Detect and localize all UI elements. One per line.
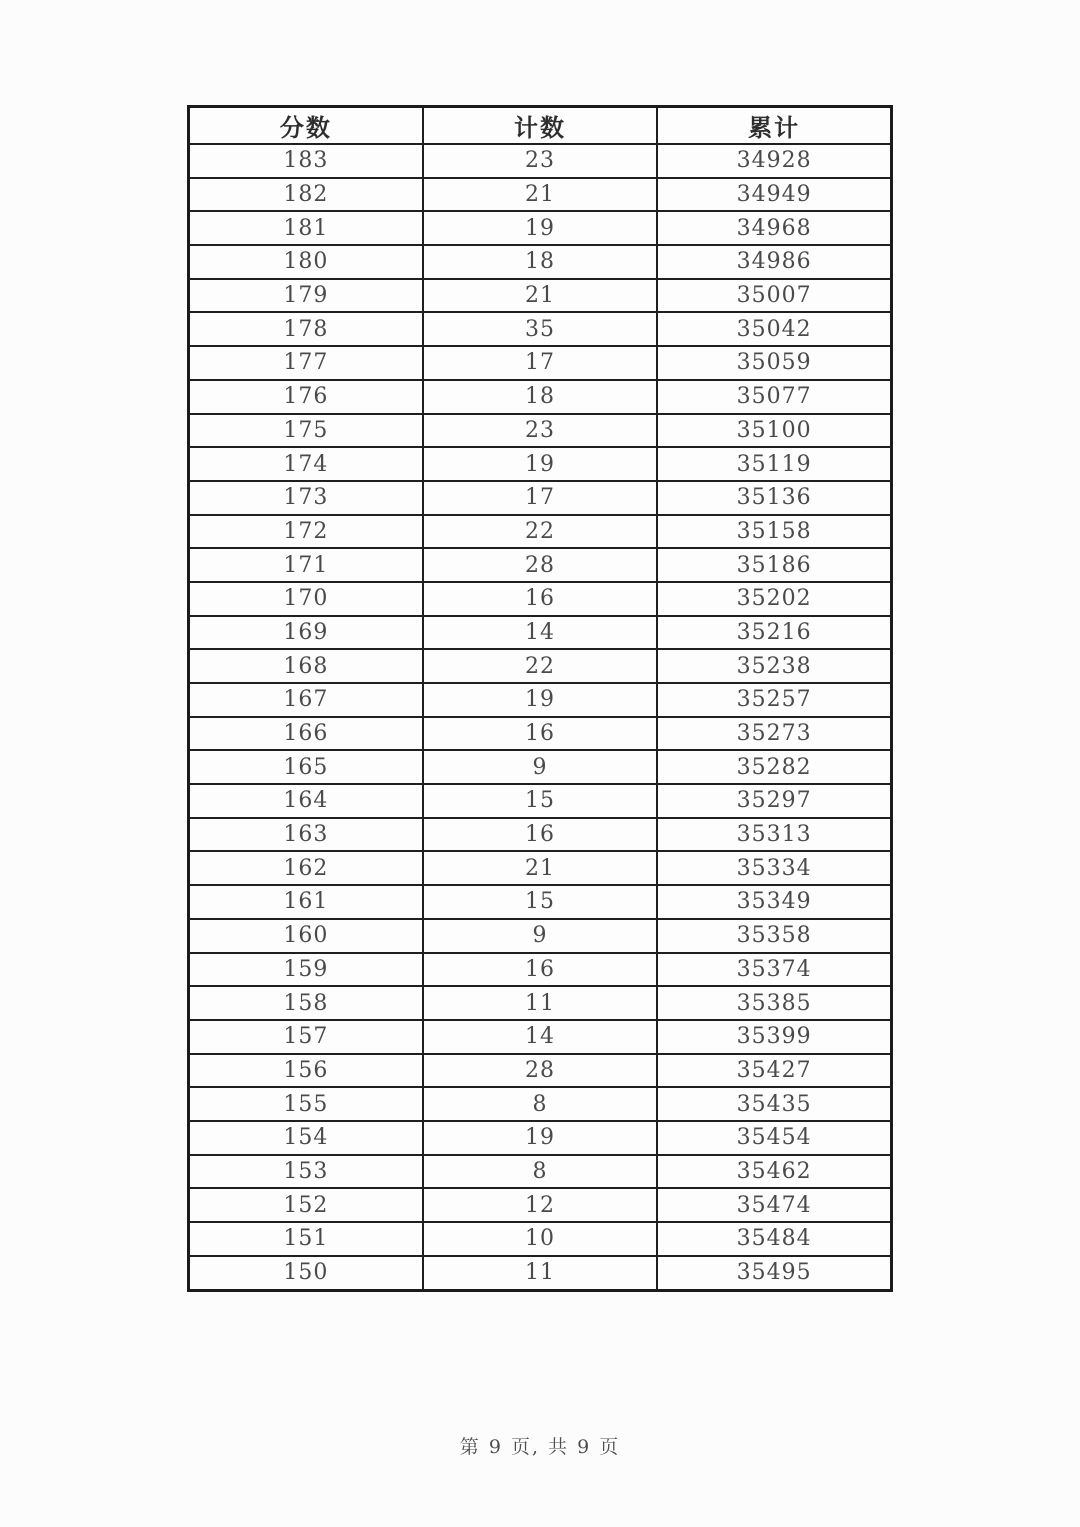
score-cell: 157: [189, 1020, 423, 1054]
count-cell: 16: [423, 582, 657, 616]
score-cell: 166: [189, 717, 423, 751]
cumulative-cell: 35385: [657, 986, 891, 1020]
count-cell: 10: [423, 1222, 657, 1256]
score-cell: 162: [189, 851, 423, 885]
score-cell: 152: [189, 1188, 423, 1222]
score-cell: 169: [189, 616, 423, 650]
cumulative-cell: 35202: [657, 582, 891, 616]
table-row: [189, 683, 892, 717]
table-row: [189, 986, 892, 1020]
cumulative-cell: 35399: [657, 1020, 891, 1054]
cumulative-cell: 35273: [657, 717, 891, 751]
count-cell: 14: [423, 616, 657, 650]
cumulative-cell: 34928: [657, 144, 891, 178]
cumulative-cell: 35462: [657, 1155, 891, 1189]
table-row: [189, 245, 892, 279]
count-cell: 19: [423, 1121, 657, 1155]
score-cell: 167: [189, 683, 423, 717]
count-cell: 17: [423, 346, 657, 380]
score-cell: 170: [189, 582, 423, 616]
count-cell: 9: [423, 919, 657, 953]
table-row: [189, 784, 892, 818]
count-cell: 21: [423, 851, 657, 885]
cumulative-cell: 34949: [657, 178, 891, 212]
table-row: [189, 953, 892, 987]
cumulative-cell: 35484: [657, 1222, 891, 1256]
table-row: [189, 1188, 892, 1222]
table-row: [189, 380, 892, 414]
count-cell: 15: [423, 784, 657, 818]
table-row: [189, 1222, 892, 1256]
count-cell: 8: [423, 1155, 657, 1189]
score-cell: 182: [189, 178, 423, 212]
count-cell: 16: [423, 717, 657, 751]
table-row: [189, 1054, 892, 1088]
score-cell: 163: [189, 818, 423, 852]
cumulative-cell: 35059: [657, 346, 891, 380]
table-row: [189, 312, 892, 346]
count-cell: 23: [423, 144, 657, 178]
score-cell: 165: [189, 750, 423, 784]
count-cell: 11: [423, 986, 657, 1020]
table-row: [189, 144, 892, 178]
count-cell: 15: [423, 885, 657, 919]
table-header-row: [189, 107, 892, 145]
table-row: [189, 279, 892, 313]
score-cell: 181: [189, 211, 423, 245]
score-cell: 176: [189, 380, 423, 414]
count-cell: 19: [423, 447, 657, 481]
table-row: [189, 717, 892, 751]
table-row: [189, 1121, 892, 1155]
score-table: [187, 105, 893, 1292]
count-cell: 22: [423, 649, 657, 683]
column-header-cumulative: 累计: [657, 107, 891, 145]
table-row: [189, 414, 892, 448]
cumulative-cell: 35077: [657, 380, 891, 414]
score-cell: 156: [189, 1054, 423, 1088]
score-cell: 158: [189, 986, 423, 1020]
cumulative-cell: 35435: [657, 1087, 891, 1121]
page-footer: 第 9 页, 共 9 页: [459, 1436, 621, 1458]
cumulative-cell: 35007: [657, 279, 891, 313]
table-row: [189, 818, 892, 852]
score-cell: 164: [189, 784, 423, 818]
score-cell: 173: [189, 481, 423, 515]
cumulative-cell: 35238: [657, 649, 891, 683]
table-row: [189, 851, 892, 885]
count-cell: 28: [423, 1054, 657, 1088]
score-cell: 171: [189, 548, 423, 582]
score-cell: 150: [189, 1256, 423, 1291]
count-cell: 35: [423, 312, 657, 346]
count-cell: 19: [423, 211, 657, 245]
score-cell: 183: [189, 144, 423, 178]
cumulative-cell: 35297: [657, 784, 891, 818]
table-row: [189, 1256, 892, 1291]
count-cell: 11: [423, 1256, 657, 1291]
score-cell: 155: [189, 1087, 423, 1121]
cumulative-cell: 34968: [657, 211, 891, 245]
count-cell: 16: [423, 818, 657, 852]
cumulative-cell: 35282: [657, 750, 891, 784]
table-row: [189, 481, 892, 515]
cumulative-cell: 35257: [657, 683, 891, 717]
table-row: [189, 582, 892, 616]
table-row: [189, 649, 892, 683]
count-cell: 9: [423, 750, 657, 784]
score-cell: 151: [189, 1222, 423, 1256]
score-cell: 168: [189, 649, 423, 683]
score-cell: 179: [189, 279, 423, 313]
cumulative-cell: 35119: [657, 447, 891, 481]
cumulative-cell: 35374: [657, 953, 891, 987]
cumulative-cell: 35186: [657, 548, 891, 582]
count-cell: 14: [423, 1020, 657, 1054]
table-row: [189, 919, 892, 953]
count-cell: 23: [423, 414, 657, 448]
table-row: [189, 178, 892, 212]
score-cell: 172: [189, 515, 423, 549]
score-cell: 177: [189, 346, 423, 380]
table-row: [189, 346, 892, 380]
count-cell: 21: [423, 279, 657, 313]
count-cell: 17: [423, 481, 657, 515]
score-cell: 175: [189, 414, 423, 448]
score-cell: 153: [189, 1155, 423, 1189]
cumulative-cell: 35474: [657, 1188, 891, 1222]
cumulative-cell: 35495: [657, 1256, 891, 1291]
table-row: [189, 885, 892, 919]
count-cell: 18: [423, 245, 657, 279]
cumulative-cell: 35334: [657, 851, 891, 885]
count-cell: 8: [423, 1087, 657, 1121]
count-cell: 28: [423, 548, 657, 582]
count-cell: 16: [423, 953, 657, 987]
cumulative-cell: 34986: [657, 245, 891, 279]
column-header-score: 分数: [189, 107, 423, 145]
score-cell: 160: [189, 919, 423, 953]
cumulative-cell: 35358: [657, 919, 891, 953]
table-row: [189, 515, 892, 549]
table-row: [189, 548, 892, 582]
score-cell: 154: [189, 1121, 423, 1155]
count-cell: 22: [423, 515, 657, 549]
cumulative-cell: 35349: [657, 885, 891, 919]
cumulative-cell: 35454: [657, 1121, 891, 1155]
score-cell: 178: [189, 312, 423, 346]
table-row: [189, 750, 892, 784]
score-cell: 174: [189, 447, 423, 481]
count-cell: 18: [423, 380, 657, 414]
count-cell: 21: [423, 178, 657, 212]
table-row: [189, 211, 892, 245]
cumulative-cell: 35136: [657, 481, 891, 515]
column-header-count: 计数: [423, 107, 657, 145]
score-cell: 159: [189, 953, 423, 987]
cumulative-cell: 35042: [657, 312, 891, 346]
table-row: [189, 1087, 892, 1121]
table-row: [189, 447, 892, 481]
score-cell: 180: [189, 245, 423, 279]
cumulative-cell: 35158: [657, 515, 891, 549]
cumulative-cell: 35100: [657, 414, 891, 448]
count-cell: 19: [423, 683, 657, 717]
table-row: [189, 1155, 892, 1189]
score-cell: 161: [189, 885, 423, 919]
cumulative-cell: 35216: [657, 616, 891, 650]
cumulative-cell: 35313: [657, 818, 891, 852]
table-row: [189, 1020, 892, 1054]
table-row: [189, 616, 892, 650]
count-cell: 12: [423, 1188, 657, 1222]
cumulative-cell: 35427: [657, 1054, 891, 1088]
